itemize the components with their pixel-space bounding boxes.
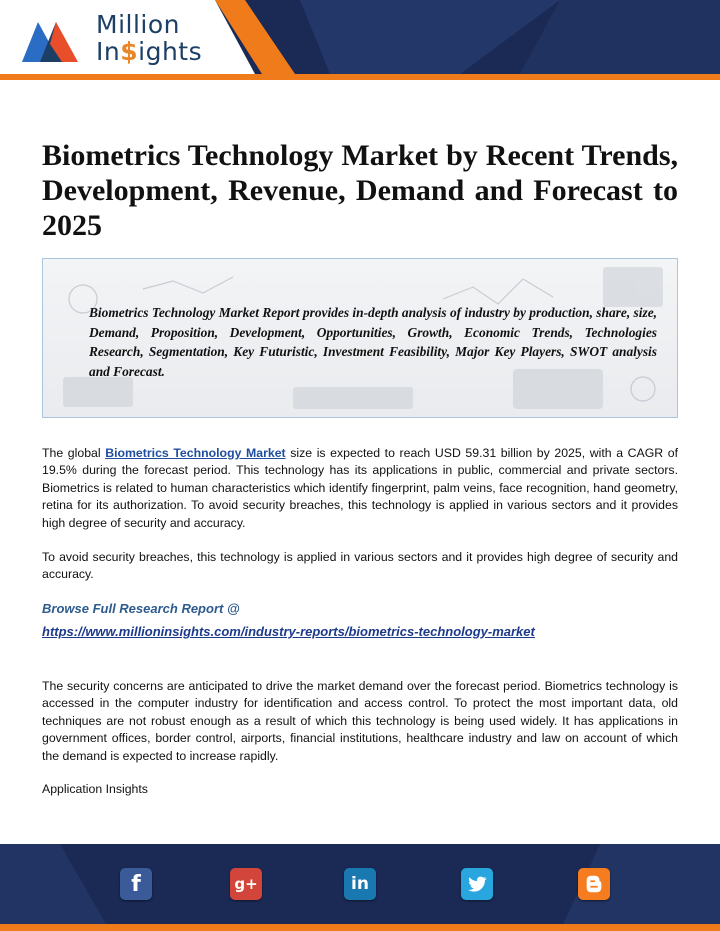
- facebook-icon[interactable]: f: [120, 868, 152, 900]
- market-link[interactable]: Biometrics Technology Market: [105, 446, 286, 460]
- logo-mark-icon: [22, 14, 78, 62]
- blogger-b-icon: [583, 873, 605, 895]
- google-plus-icon[interactable]: g+: [230, 868, 262, 900]
- summary-text: Biometrics Technology Market Report provides in-depth analysis of industry by production, share, size, Demand, Proposition, Development, Opportunities, Growth, Economic Trends, Technologies Research, Segmentation, Key Futuristic, Investment Feasibility, Major Key Players, SWOT analysis and Forecast.: [89, 305, 657, 379]
- page-header: [0, 0, 720, 82]
- blogger-icon[interactable]: [578, 868, 610, 900]
- section-heading-application-insights: Application Insights: [42, 782, 148, 796]
- twitter-icon[interactable]: [461, 868, 493, 900]
- twitter-bird-icon: [466, 873, 488, 895]
- logo-text-insights: In$ights: [96, 37, 203, 66]
- document-title: Biometrics Technology Market by Recent Trends, Development, Revenue, Demand and Forecast to 2025: [42, 139, 678, 242]
- logo-text-million: Million: [96, 10, 180, 39]
- paragraph-market-overview: The global Biometrics Technology Market size is expected to reach USD 59.31 billion by 2025, with a CAGR of 19.5% during the forecast period. This technology has its applications in public, commercial and private sectors. Biometrics is related to human characteristics which identify fingerprint, palm veins, face recognition, hand geometry, retina for its authorization. To avoid security breaches, this technology is applied in various sectors and it provides high degree of security and accuracy.: [42, 446, 678, 530]
- summary-box: [42, 258, 678, 418]
- browse-report-label: Browse Full Research Report @: [42, 601, 240, 616]
- linkedin-icon[interactable]: in: [344, 868, 376, 900]
- paragraph-security: To avoid security breaches, this technology is applied in various sectors and it provides high degree of security and accuracy.: [42, 550, 678, 582]
- paragraph-demand-drivers: The security concerns are anticipated to drive the market demand over the forecast period. Biometrics technology is accessed in the computer industry for identification and access control. To protect the most important data, old techniques are not robust enough as a result of which this technology is being used widely. It has applications in government offices, border control, airports, financial institutions, healthcare industry and law on account of which the demand is expected to increase rapidly.: [42, 679, 678, 763]
- logo[interactable]: [0, 0, 215, 74]
- browse-report-link[interactable]: https://www.millioninsights.com/industry-reports/biometrics-technology-market: [42, 624, 535, 639]
